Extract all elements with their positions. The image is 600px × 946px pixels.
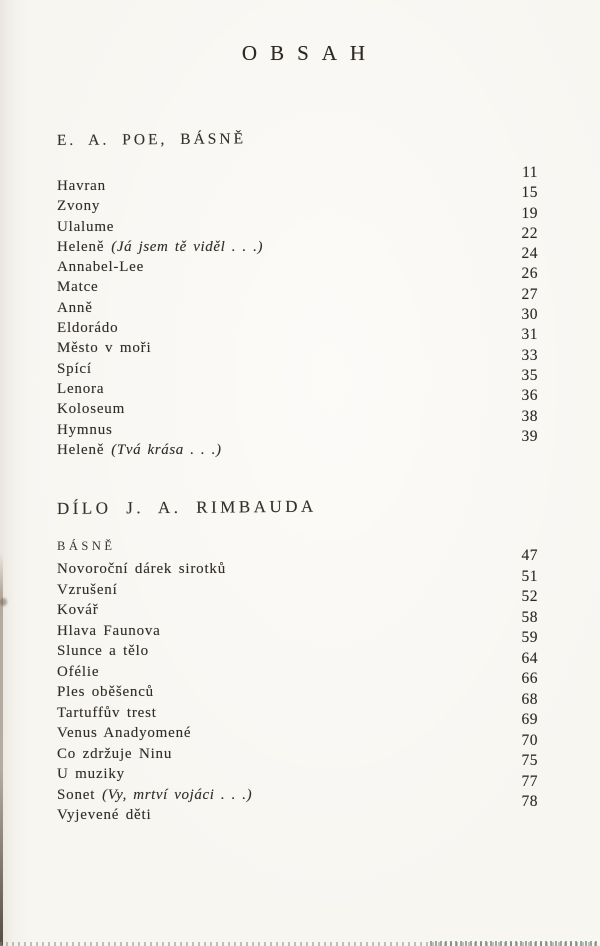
entry-title: Vzrušení: [57, 581, 118, 598]
entry-page-number: 52: [521, 588, 538, 606]
entry-title: Co zdržuje Ninu: [57, 745, 173, 762]
entry-note: (Já jsem tě viděl . . .): [111, 238, 264, 255]
section-heading-poe: E. A. POE, BÁSNĚ: [56, 130, 247, 150]
entry-page-number: 22: [521, 224, 538, 242]
entry-page-number: 15: [521, 184, 538, 202]
entry-page-number: 27: [521, 285, 538, 303]
entry-title: Ples oběšenců: [57, 684, 154, 701]
entry-title: Novoroční dárek sirotků: [57, 561, 227, 578]
entry-note: (Tvá krása . . .): [111, 441, 222, 458]
entry-page-number: 26: [521, 265, 538, 283]
entry-title: Matce: [57, 279, 99, 296]
entry-page-number: 11: [522, 164, 538, 181]
entry-note: (Vy, mrtví vojáci . . .): [102, 786, 253, 803]
entry-title: Venus Anadyomené: [57, 725, 192, 742]
scan-edge-line: [0, 553, 3, 946]
entry-page-number: 19: [521, 204, 538, 222]
entry-page-number: 68: [521, 690, 538, 708]
entry-page-number: 36: [521, 387, 538, 405]
entry-page-number: 75: [521, 752, 538, 770]
entry-title: Lenora: [57, 380, 105, 397]
entry-page-number: 47: [521, 547, 538, 565]
entry-title: Zvony: [57, 198, 101, 215]
toc-entry: [57, 164, 538, 197]
entry-title: Anně: [57, 299, 93, 316]
entry-title: Spící: [57, 360, 92, 377]
entry-page-number: 33: [521, 346, 538, 364]
entry-title: Annabel-Lee: [57, 259, 145, 276]
entry-title: Heleně (Tvá krása . . .): [57, 441, 222, 458]
entry-title: Hlava Faunova: [57, 622, 161, 639]
entry-title: Heleně (Já jsem tě viděl . . .): [57, 238, 264, 255]
entry-title: Koloseum: [57, 401, 126, 418]
entry-page-number: 69: [521, 711, 538, 729]
entry-page-number: 58: [521, 608, 538, 626]
section-heading-rimbaud: DÍLO J. A. RIMBAUDA: [56, 496, 317, 519]
page-title: OBSAH: [241, 41, 379, 65]
entry-page-number: 64: [521, 649, 538, 667]
entry-title: Ofélie: [57, 663, 100, 680]
entry-title: Eldorádo: [57, 320, 119, 337]
entry-title: Havran: [57, 178, 106, 194]
entry-page-number: 78: [521, 793, 538, 811]
entry-page-number: 31: [521, 326, 538, 344]
toc-list-poe: [57, 164, 538, 461]
entry-page-number: 38: [521, 407, 538, 425]
entry-page-number: 35: [521, 366, 538, 384]
toc-entry: [57, 547, 538, 581]
entry-title: Tartuffův trest: [57, 704, 157, 721]
section-subheading-basne: BÁSNĚ: [57, 539, 116, 554]
entry-page-number: 39: [521, 427, 538, 445]
scan-edge-dashes-dark: [430, 941, 600, 946]
entry-title: Ulalume: [57, 218, 115, 235]
entry-page-number: 51: [521, 567, 538, 585]
entry-page-number: 77: [521, 772, 538, 790]
entry-title: U muziky: [57, 766, 125, 783]
toc-list-rimbaud: [57, 547, 538, 827]
entry-page-number: 70: [521, 731, 538, 749]
entry-page-number: 30: [521, 306, 538, 324]
entry-title: Město v moři: [57, 340, 152, 357]
entry-page-number: 59: [521, 629, 538, 647]
entry-title: Vyjevené děti: [57, 807, 152, 824]
scan-smudge: [0, 598, 7, 606]
entry-title: Slunce a tělo: [57, 643, 149, 660]
entry-title: Hymnus: [57, 421, 113, 438]
entry-page-number: 66: [521, 670, 538, 688]
entry-page-number: 24: [521, 245, 538, 263]
table-of-contents: [0, 131, 600, 827]
entry-title: Sonet (Vy, mrtví vojáci . . .): [57, 786, 253, 803]
entry-title: Kovář: [57, 602, 99, 619]
